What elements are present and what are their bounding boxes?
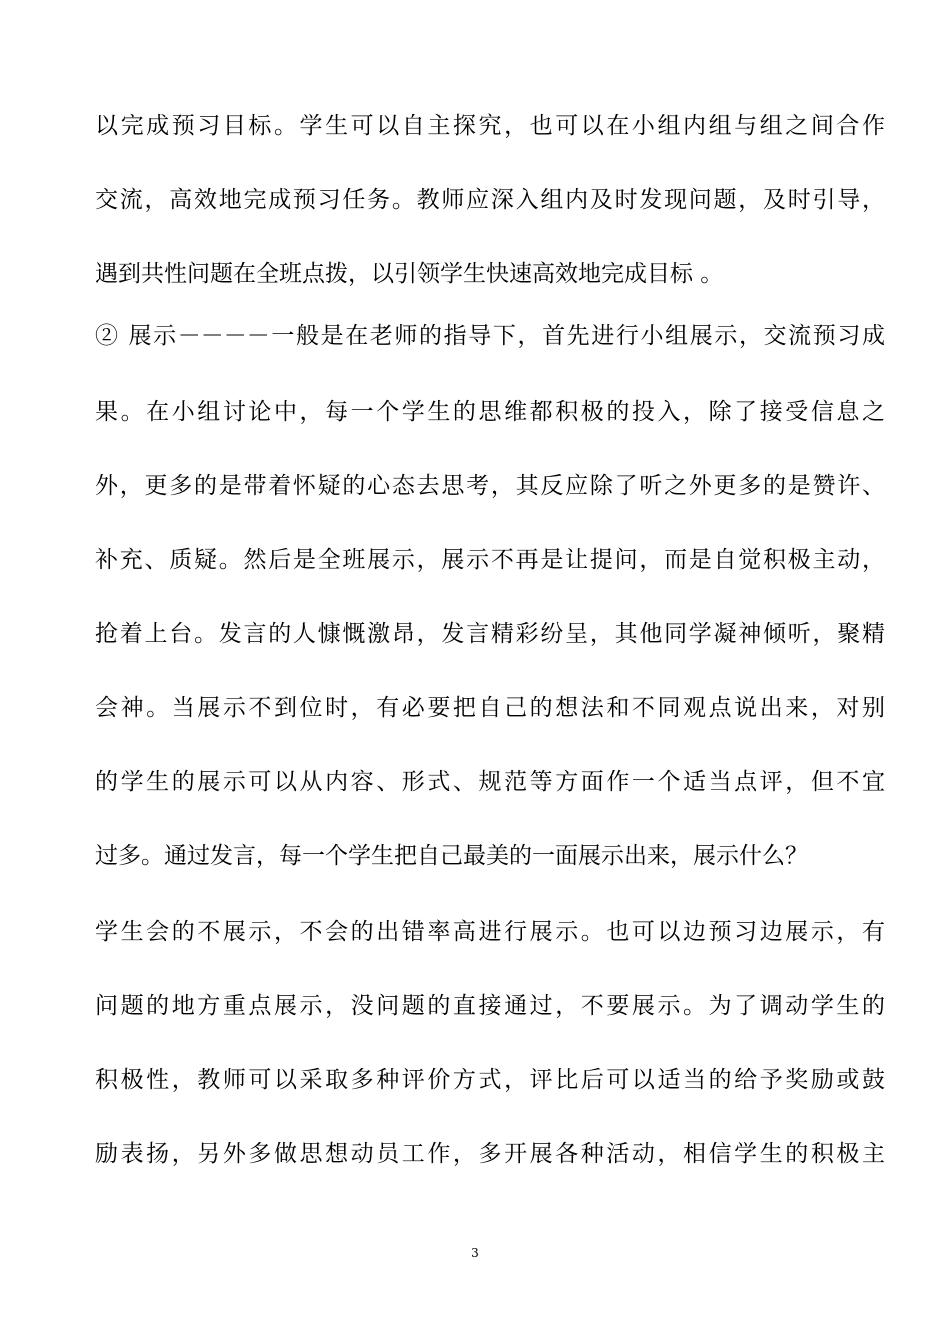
text-line-13: 问题的地方重点展示，没问题的直接通过，不要展示。为了调动学生的	[95, 993, 885, 1019]
text-line-11: 过多。通过发言，每一个学生把自己最美的一面展示出来，展示什么？	[95, 843, 808, 869]
text-line-9: 会神。当展示不到位时，有必要把自己的想法和不同观点说出来，对别	[95, 695, 885, 721]
text-line-12: 学生会的不展示，不会的出错率高进行展示。也可以边预习边展示，有	[95, 919, 885, 945]
text-line-6: 外，更多的是带着怀疑的心态去思考，其反应除了听之外更多的是赞许、	[95, 473, 885, 499]
text-line-15: 励表扬，另外多做思想动员工作，多开展各种活动，相信学生的积极主	[95, 1141, 885, 1167]
page-number: 3	[471, 1246, 479, 1260]
text-line-14: 积极性，教师可以采取多种评价方式，评比后可以适当的给予奖励或鼓	[95, 1067, 885, 1093]
text-line-4: ② 展示－－－－一般是在老师的指导下，首先进行小组展示，交流预习成	[95, 323, 885, 349]
text-line-2: 交流，高效地完成预习任务。教师应深入组内及时发现问题，及时引导，	[95, 187, 885, 213]
text-line-10: 的学生的展示可以从内容、形式、规范等方面作一个适当点评，但不宜	[95, 769, 885, 795]
text-line-5: 果。在小组讨论中，每一个学生的思维都积极的投入，除了接受信息之	[95, 399, 885, 425]
text-line-8: 抢着上台。发言的人慷慨激昂，发言精彩纷呈，其他同学凝神倾听，聚精	[95, 621, 885, 647]
text-line-7: 补充、质疑。然后是全班展示，展示不再是让提问，而是自觉积极主动，	[95, 547, 885, 573]
text-line-1: 以完成预习目标。学生可以自主探究，也可以在小组内组与组之间合作	[95, 113, 885, 139]
text-line-3: 遇到共性问题在全班点拨，以引领学生快速高效地完成目标 。	[95, 261, 724, 287]
